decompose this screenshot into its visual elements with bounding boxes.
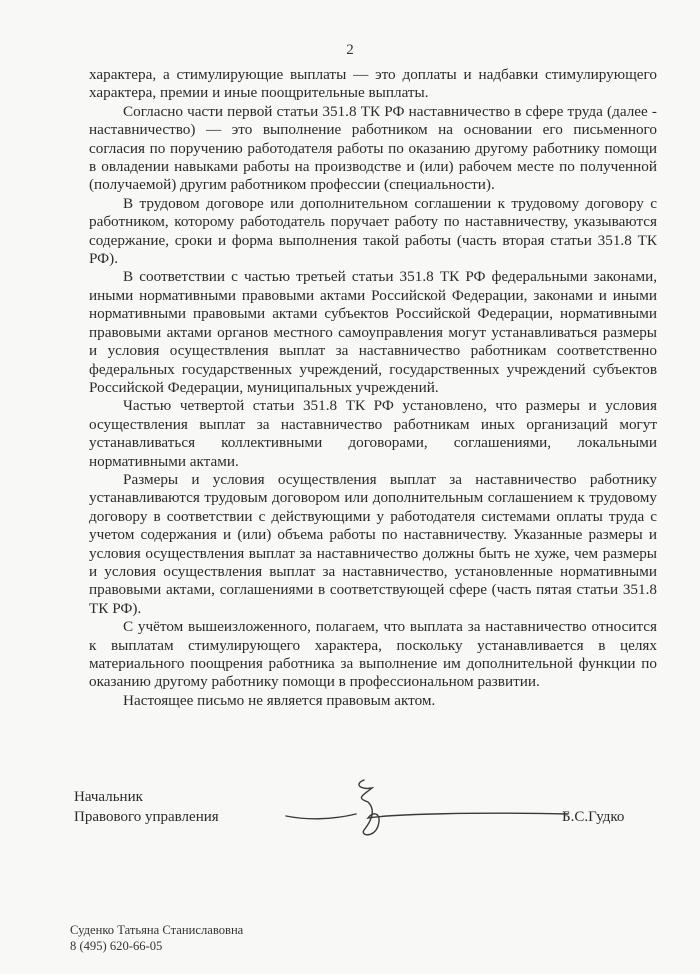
letter-body [89, 66, 657, 710]
paragraph-2: Согласно части первой статьи 351.8 ТК РФ наставничество в сфере труда (далее - наставничество) — это выполнение работником на основании его письменного согласия по поручению работодателя работы по оказанию другому работнику помощи в овладении навыками работы на производстве и (или) рабочем месте по полученной (получаемой) другим работником профессии (специальности). [89, 102, 657, 194]
paragraph-1: характера, а стимулирующие выплаты — это доплаты и надбавки стимулирующего характера, премии и иные поощрительные выплаты. [89, 66, 657, 102]
executor-name: Суденко Татьяна Станиславовна [70, 923, 244, 937]
signatory-position: Начальник [74, 789, 143, 805]
signatory-title [74, 787, 219, 827]
executor-phone: 8 (495) 620-66-05 [70, 939, 163, 953]
executor-info [70, 922, 243, 954]
page-number: 2 [346, 42, 354, 58]
paragraph-6: Размеры и условия осуществления выплат за наставничество работнику устанавливаются трудовым договором или дополнительным соглашением к трудовому договору в соответствии с действующими у работодателя системами оплаты труда с учетом содержания и (или) объема работы по наставничеству. Указанные размеры и условия осуществления выплат за наставничество должны быть не хуже, чем размеры и условия осуществления выплат за наставничество, установленные нормативными правовыми актами, соглашениями в соответствующей сфере (часть пятая статьи 351.8 ТК РФ). [89, 470, 657, 617]
paragraph-7: С учётом вышеизложенного, полагаем, что выплата за наставничество относится к выплатам стимулирующего характера, поскольку устанавливается в целях материального поощрения работника за выполнение им дополнительной функции по оказанию другому работнику помощи в профессиональном развитии. [89, 618, 657, 691]
signatory-name: Б.С.Гудко [562, 809, 625, 825]
signatory-department: Правового управления [74, 809, 219, 825]
paragraph-4: В соответствии с частью третьей статьи 351.8 ТК РФ федеральными законами, иными нормативными правовыми актами Российской Федерации, законами и иными нормативными правовыми актами субъектов Российской Федерации, нормативными правовыми актами органов местного самоуправления могут устанавливаться размеры и условия осуществления выплат за наставничество работникам соответственно федеральных государственных учреждений, государственных учреждений субъектов Российской Федерации, муниципальных учреждений. [89, 268, 657, 396]
paragraph-5: Частью четвертой статьи 351.8 ТК РФ установлено, что размеры и условия осуществления выплат за наставничество работникам иных организаций могут устанавливаться коллективными договорами, соглашениями, локальными нормативными актами. [89, 397, 657, 470]
paragraph-8: Настоящее письмо не является правовым актом. [123, 691, 436, 709]
paragraph-3: В трудовом договоре или дополнительном соглашении к трудовому договору с работником, которому работодатель поручает работу по наставничеству, указываются содержание, сроки и форма выполнения такой работы (часть вторая статьи 351.8 ТК РФ). [89, 194, 657, 268]
handwritten-signature [276, 774, 576, 844]
